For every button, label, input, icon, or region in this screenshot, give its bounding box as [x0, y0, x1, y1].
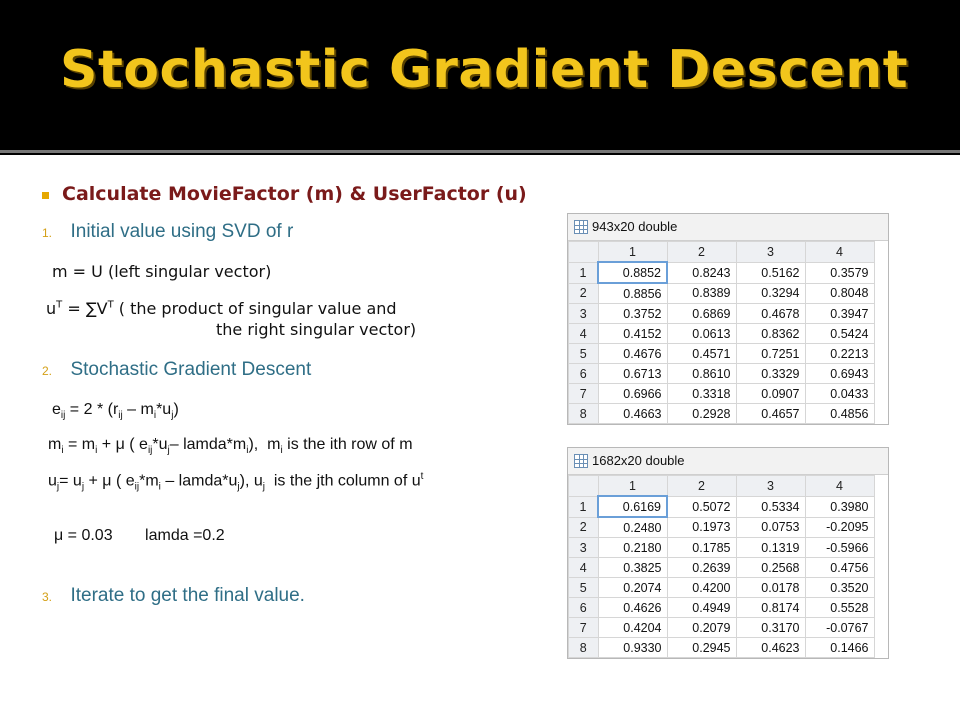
- row-header[interactable]: 1: [569, 496, 599, 517]
- matrix-header: [568, 448, 888, 475]
- row-header[interactable]: 4: [569, 558, 599, 578]
- step-3: [42, 585, 305, 607]
- column-header[interactable]: 3: [736, 242, 805, 263]
- mu-value: μ = 0.03: [54, 527, 113, 544]
- v-transpose: T: [107, 299, 114, 311]
- matrix-cell[interactable]: 0.3329: [736, 364, 805, 384]
- matrix-cell[interactable]: 0.2074: [598, 578, 667, 598]
- matrix-cell[interactable]: 0.2213: [805, 344, 874, 364]
- u-symbol: u: [46, 299, 57, 318]
- matrix-viewer-user-factor[interactable]: [567, 447, 889, 659]
- matrix-cell[interactable]: 0.5072: [667, 496, 736, 517]
- step-number: 3.: [42, 590, 53, 604]
- matrix-table[interactable]: [568, 475, 875, 658]
- matrix-cell[interactable]: 0.8362: [736, 324, 805, 344]
- step-number: 1.: [42, 226, 53, 240]
- title-bar: [0, 0, 960, 150]
- matrix-cell[interactable]: 0.1973: [667, 517, 736, 538]
- matrix-cell[interactable]: 0.3318: [667, 384, 736, 404]
- table-row: [569, 638, 875, 658]
- matrix-cell[interactable]: 0.6713: [598, 364, 667, 384]
- row-header[interactable]: 5: [569, 344, 599, 364]
- table-row: [569, 618, 875, 638]
- matrix-table[interactable]: [568, 241, 875, 424]
- matrix-cell[interactable]: 0.4756: [805, 558, 874, 578]
- variable-grid-icon: [574, 454, 588, 468]
- matrix-cell[interactable]: 0.2180: [598, 538, 667, 558]
- matrix-cell[interactable]: -0.2095: [805, 517, 874, 538]
- matrix-cell[interactable]: 0.2480: [598, 517, 667, 538]
- matrix-header: [568, 214, 888, 241]
- matrix-cell[interactable]: 0.8389: [667, 283, 736, 304]
- column-header[interactable]: 4: [805, 242, 874, 263]
- row-header[interactable]: 7: [569, 618, 599, 638]
- corner-cell: [569, 242, 599, 263]
- table-row: [569, 538, 875, 558]
- column-header[interactable]: 1: [598, 476, 667, 497]
- table-row: [569, 344, 875, 364]
- row-header[interactable]: 4: [569, 324, 599, 344]
- matrix-cell[interactable]: 0.4623: [736, 638, 805, 658]
- matrix-cell[interactable]: 0.3947: [805, 304, 874, 324]
- matrix-cell[interactable]: 0.1319: [736, 538, 805, 558]
- u-update-equation: $u_j= u_j + \mu$ ( $e_{ij}*m_i$ – $lamda*u_j$), $u_j$ is the jth column of $u^t$: [48, 471, 424, 493]
- matrix-cell[interactable]: 0.8610: [667, 364, 736, 384]
- matrix-cell[interactable]: 0.4949: [667, 598, 736, 618]
- column-header-row: [569, 242, 875, 263]
- m-equation: m = U (left singular vector): [52, 262, 272, 281]
- matrix-cell[interactable]: 0.4200: [667, 578, 736, 598]
- matrix-cell[interactable]: 0.3752: [598, 304, 667, 324]
- step-text: Stochastic Gradient Descent: [70, 359, 312, 380]
- matrix-cell[interactable]: 0.8852: [598, 262, 667, 283]
- table-row: [569, 517, 875, 538]
- column-header[interactable]: 1: [598, 242, 667, 263]
- step-number: 2.: [42, 364, 53, 378]
- column-header[interactable]: 4: [805, 476, 874, 497]
- matrix-cell[interactable]: 0.3170: [736, 618, 805, 638]
- matrix-cell[interactable]: 0.5424: [805, 324, 874, 344]
- step-1: [42, 221, 293, 243]
- matrix-cell[interactable]: 0.9330: [598, 638, 667, 658]
- step-text: Iterate to get the final value.: [70, 585, 305, 606]
- row-header[interactable]: 2: [569, 283, 599, 304]
- column-header[interactable]: 2: [667, 242, 736, 263]
- matrix-cell[interactable]: 0.3579: [805, 262, 874, 283]
- matrix-cell[interactable]: 0.8048: [805, 283, 874, 304]
- table-row: [569, 558, 875, 578]
- row-header[interactable]: 6: [569, 364, 599, 384]
- matrix-cell[interactable]: 0.2928: [667, 404, 736, 424]
- row-header[interactable]: 2: [569, 517, 599, 538]
- row-header[interactable]: 1: [569, 262, 599, 283]
- matrix-cell[interactable]: 0.3825: [598, 558, 667, 578]
- matrix-cell[interactable]: 0.4676: [598, 344, 667, 364]
- matrix-cell[interactable]: 0.6869: [667, 304, 736, 324]
- row-header[interactable]: 7: [569, 384, 599, 404]
- variable-grid-icon: [574, 220, 588, 234]
- matrix-cell[interactable]: 0.0178: [736, 578, 805, 598]
- table-row: [569, 384, 875, 404]
- table-row: [569, 304, 875, 324]
- row-header[interactable]: 8: [569, 638, 599, 658]
- matrix-cell[interactable]: 0.0907: [736, 384, 805, 404]
- slide-content: [0, 155, 960, 720]
- matrix-cell[interactable]: -0.5966: [805, 538, 874, 558]
- corner-cell: [569, 476, 599, 497]
- matrix-cell[interactable]: 0.8856: [598, 283, 667, 304]
- u-equation: [46, 299, 397, 318]
- table-row: [569, 364, 875, 384]
- matrix-cell[interactable]: 0.3980: [805, 496, 874, 517]
- matrix-viewer-movie-factor[interactable]: [567, 213, 889, 425]
- u-equation-continued: the right singular vector): [216, 320, 417, 339]
- sigma-v: = ∑V: [62, 299, 108, 318]
- bullet-square-icon: [42, 192, 49, 199]
- row-header[interactable]: 8: [569, 404, 599, 424]
- matrix-cell[interactable]: 0.4204: [598, 618, 667, 638]
- matrix-cell[interactable]: 0.4657: [736, 404, 805, 424]
- matrix-cell[interactable]: 0.4626: [598, 598, 667, 618]
- matrix-cell[interactable]: 0.6966: [598, 384, 667, 404]
- error-equation: $e_{ij} = 2 * (r_{ij} - m_i*u_j)$: [52, 401, 179, 422]
- row-header[interactable]: 3: [569, 304, 599, 324]
- parameters: [54, 527, 225, 545]
- table-row: [569, 598, 875, 618]
- row-header[interactable]: 3: [569, 538, 599, 558]
- matrix-cell[interactable]: 0.8174: [736, 598, 805, 618]
- matrix-cell[interactable]: 0.0753: [736, 517, 805, 538]
- matrix-cell[interactable]: 0.6943: [805, 364, 874, 384]
- matrix-cell[interactable]: 0.7251: [736, 344, 805, 364]
- table-row: [569, 404, 875, 424]
- matrix-cell[interactable]: 0.2945: [667, 638, 736, 658]
- matrix-cell[interactable]: 0.4678: [736, 304, 805, 324]
- matrix-cell[interactable]: 0.2568: [736, 558, 805, 578]
- matrix-cell[interactable]: 0.4152: [598, 324, 667, 344]
- matrix-cell[interactable]: 0.5162: [736, 262, 805, 283]
- table-row: [569, 283, 875, 304]
- row-header[interactable]: 6: [569, 598, 599, 618]
- column-header-row: [569, 476, 875, 497]
- column-header[interactable]: 3: [736, 476, 805, 497]
- matrix-cell[interactable]: 0.3294: [736, 283, 805, 304]
- step-2: [42, 359, 311, 381]
- matrix-cell[interactable]: 0.3520: [805, 578, 874, 598]
- matrix-cell[interactable]: 0.4663: [598, 404, 667, 424]
- section-heading: Calculate MovieFactor (m) & UserFactor (u): [62, 183, 527, 205]
- matrix-cell[interactable]: 0.5334: [736, 496, 805, 517]
- matrix-cell[interactable]: 0.2639: [667, 558, 736, 578]
- column-header[interactable]: 2: [667, 476, 736, 497]
- matrix-cell[interactable]: 0.5528: [805, 598, 874, 618]
- matrix-cell[interactable]: 0.4856: [805, 404, 874, 424]
- matrix-cell[interactable]: 0.0433: [805, 384, 874, 404]
- u-description: ( the product of singular value and: [113, 299, 397, 318]
- lamda-value: lamda =0.2: [145, 527, 225, 544]
- row-header[interactable]: 5: [569, 578, 599, 598]
- step-text: Initial value using SVD of r: [70, 221, 294, 242]
- matrix-size-label: 1682x20 double: [592, 453, 685, 468]
- matrix-cell[interactable]: 0.2079: [667, 618, 736, 638]
- u-transpose: T: [56, 299, 63, 311]
- matrix-cell[interactable]: 0.6169: [598, 496, 667, 517]
- slide-title: Stochastic Gradient Descent: [60, 40, 909, 100]
- matrix-cell[interactable]: 0.1785: [667, 538, 736, 558]
- table-row: [569, 262, 875, 283]
- matrix-cell[interactable]: 0.1466: [805, 638, 874, 658]
- matrix-cell[interactable]: 0.0613: [667, 324, 736, 344]
- divider: [0, 150, 960, 153]
- table-row: [569, 578, 875, 598]
- m-update-equation: $m_i = m_i + \mu$ ( $e_{ij}*u_j-$ $lamda*m_i$), $m_i$ is the ith row of m: [48, 436, 413, 457]
- matrix-cell[interactable]: 0.8243: [667, 262, 736, 283]
- table-row: [569, 324, 875, 344]
- matrix-cell[interactable]: 0.4571: [667, 344, 736, 364]
- table-row: [569, 496, 875, 517]
- matrix-size-label: 943x20 double: [592, 219, 678, 234]
- matrix-cell[interactable]: -0.0767: [805, 618, 874, 638]
